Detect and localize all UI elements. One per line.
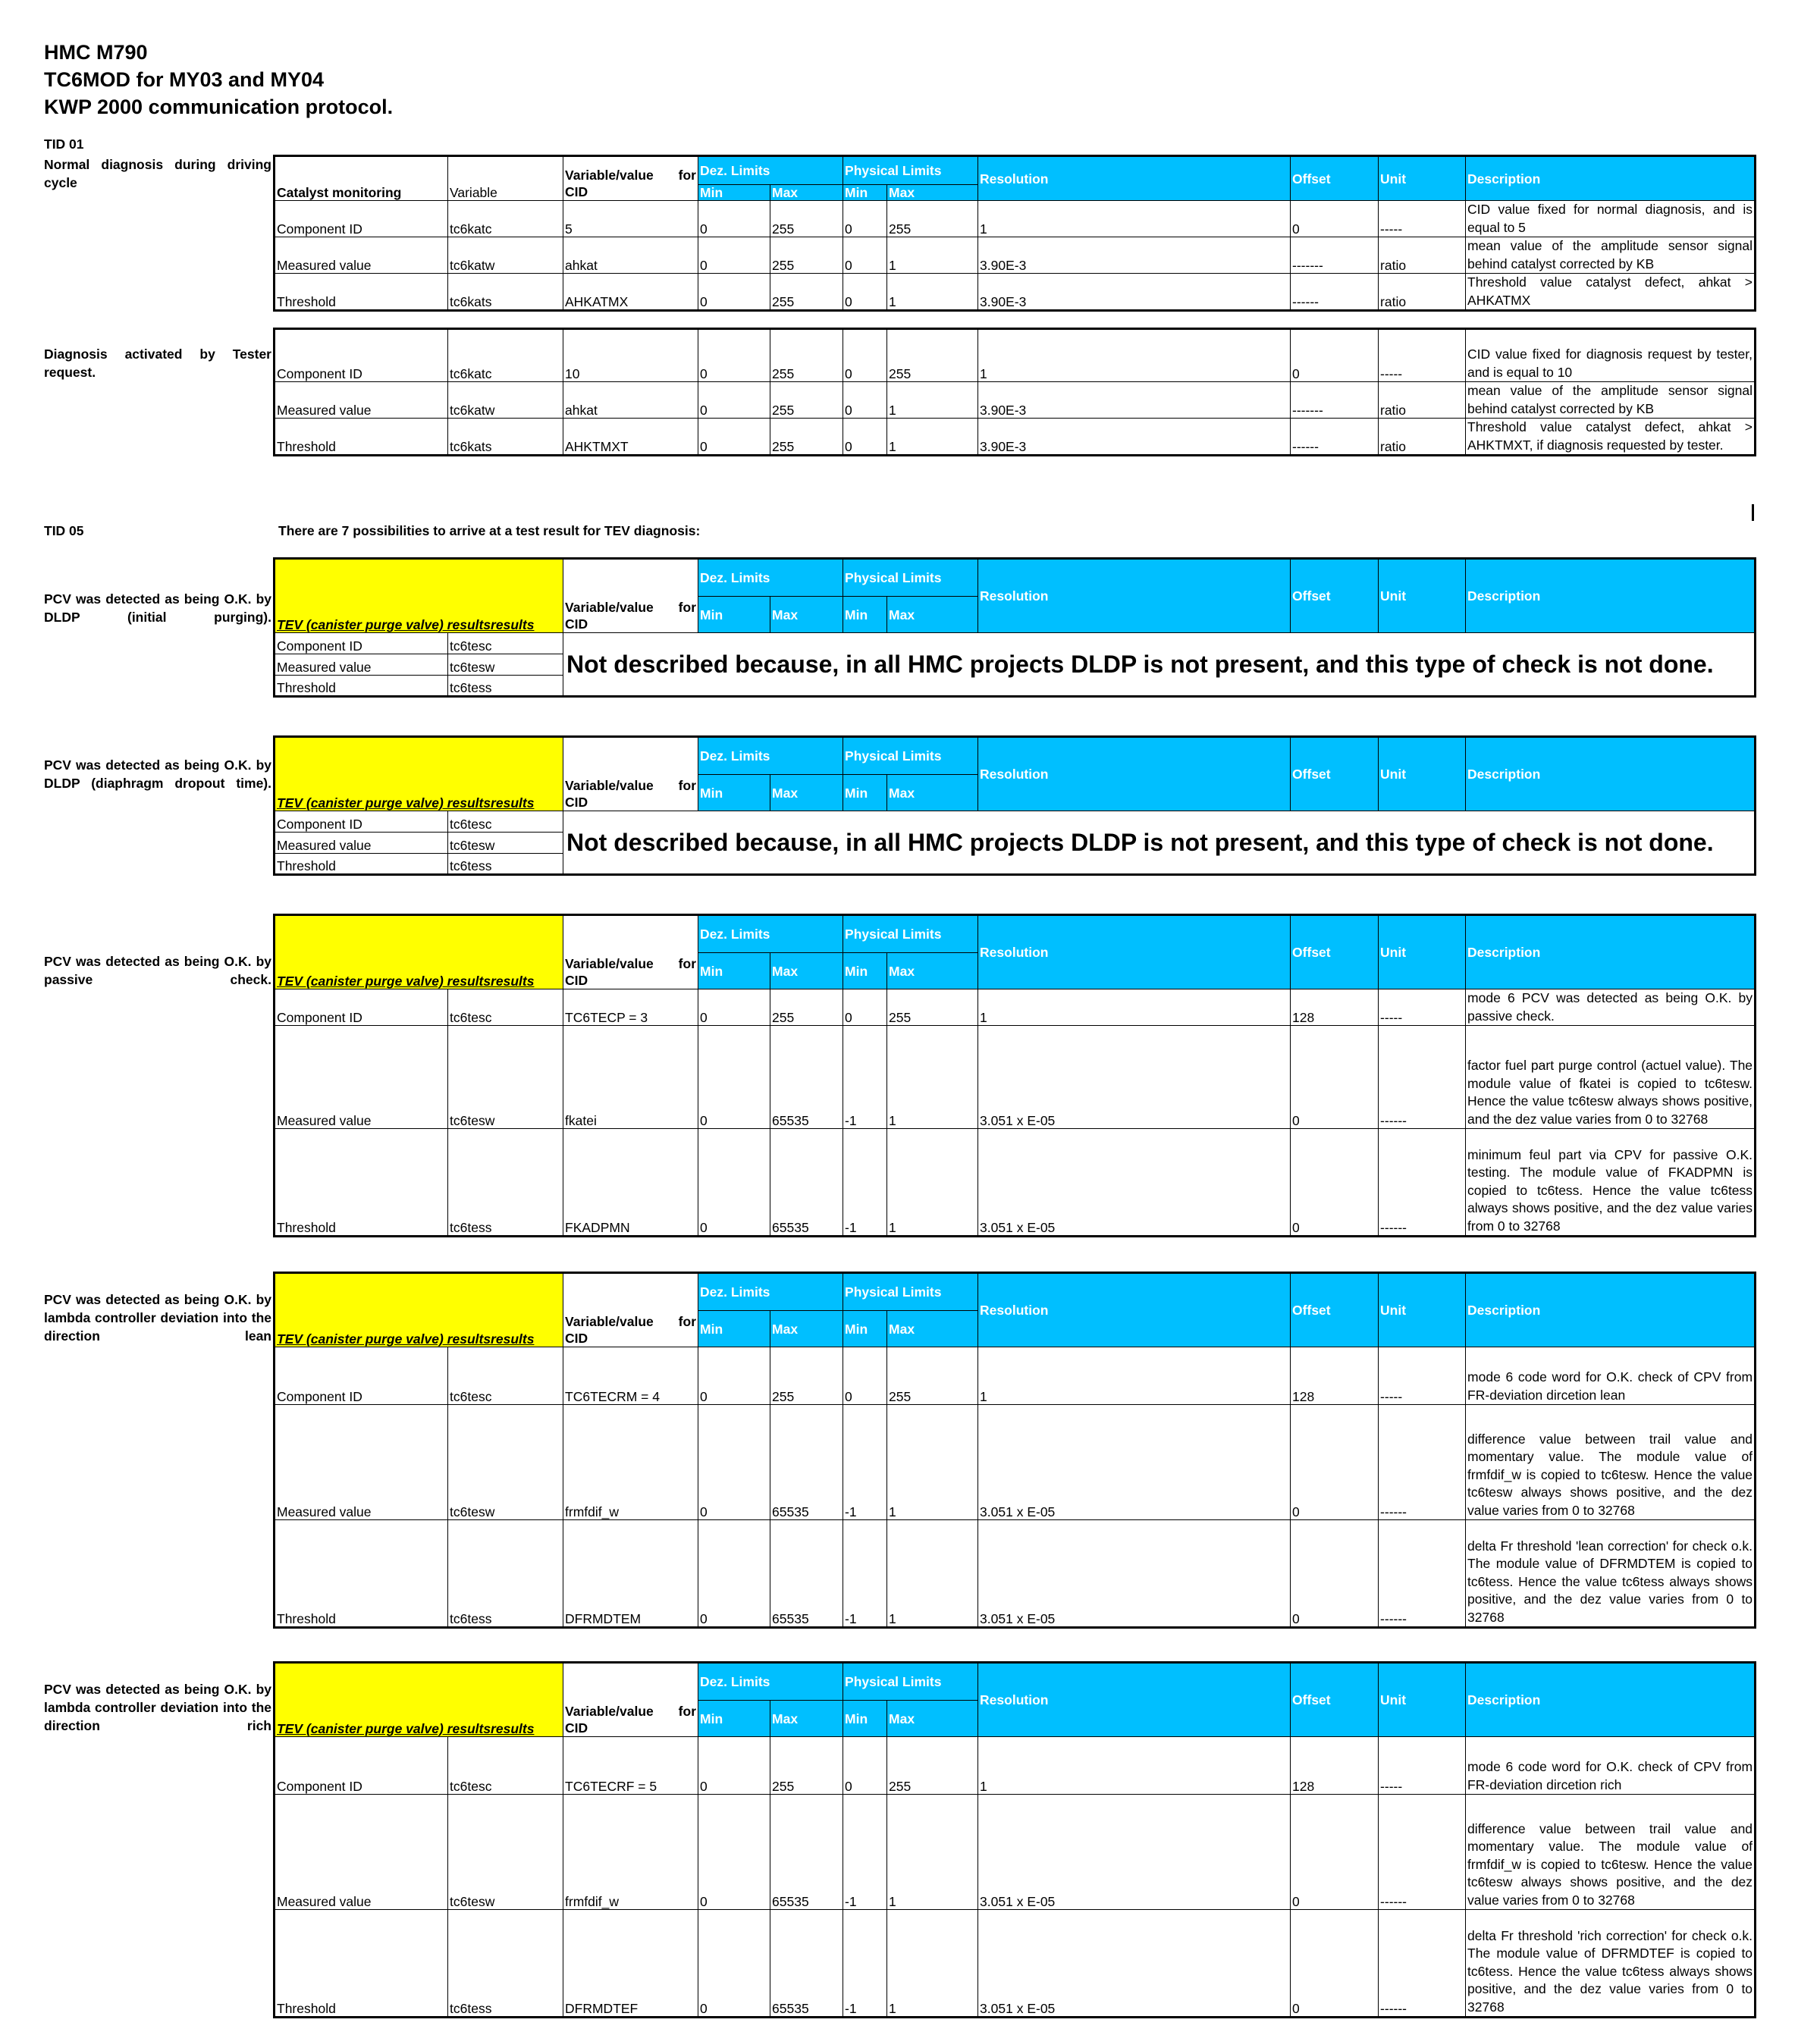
col-variable: Variable	[448, 156, 563, 201]
cell-dez-max: 65535	[770, 1910, 843, 2018]
cell-name: Threshold	[275, 1520, 448, 1628]
doc-title-module: TC6MOD for MY03 and MY04	[44, 68, 325, 91]
cell-unit: ------	[1379, 1405, 1466, 1520]
cell-name: Component ID	[275, 1347, 448, 1405]
cell-unit: ratio	[1379, 382, 1466, 419]
col-resolution: Resolution	[978, 737, 1291, 811]
col-variable-value-cid: Variable/value for CID	[563, 559, 698, 633]
cell-dez-max: 255	[770, 419, 843, 456]
cell-description: difference value between trail value and momentary value. The module value of frmfdif_w is copied to tc6tesw. Hence the value tc6tesw always shows positive, and the dez value varies from 0 to 32768	[1466, 1405, 1756, 1520]
cell-resolution: 1	[978, 989, 1291, 1026]
cell-description: mean value of the amplitude sensor signal behind catalyst corrected by KB	[1466, 382, 1756, 419]
cell-offset: 0	[1291, 1795, 1379, 1910]
cell-variable: tc6kats	[448, 274, 563, 311]
cell-phys-min: -1	[843, 1405, 887, 1520]
col-variable-value-cid: Variable/value for CID	[563, 737, 698, 811]
cell-unit: ------	[1379, 1026, 1466, 1129]
col-physical-limits: Physical Limits	[843, 1273, 978, 1311]
tev-lambda-rich-table	[273, 1661, 1756, 2018]
cell-description: delta Fr threshold 'lean correction' for check o.k. The module value of DFRMDTEM is copied to tc6tess. Hence the value tc6tess always shows positive, and the dez value varies from 0 to 32768	[1466, 1520, 1756, 1628]
cell-phys-max: 1	[887, 419, 978, 456]
col-phys-min: Min	[843, 1311, 887, 1347]
cell-dez-min: 0	[698, 237, 770, 274]
cell-dez-min: 0	[698, 1129, 770, 1237]
cell-cid-value: AHKATMX	[563, 274, 698, 311]
col-phys-max: Max	[887, 597, 978, 633]
cell-unit: ------	[1379, 1795, 1466, 1910]
col-variable-value-cid: Variable/value for CID	[563, 1663, 698, 1737]
cell-phys-min: -1	[843, 1129, 887, 1237]
cell-cid-value: fkatei	[563, 1026, 698, 1129]
cell-dez-min: 0	[698, 274, 770, 311]
col-offset: Offset	[1291, 1273, 1379, 1347]
table-row	[275, 989, 1756, 1026]
cell-variable: tc6tesc	[448, 989, 563, 1026]
section-label-normal-diagnosis: Normal diagnosis during driving cycle	[44, 157, 271, 190]
cell-variable: tc6tesc	[448, 1347, 563, 1405]
col-phys-max: Max	[887, 775, 978, 811]
col-phys-min: Min	[843, 775, 887, 811]
col-dez-limits: Dez. Limits	[698, 1273, 843, 1311]
col-offset: Offset	[1291, 156, 1379, 201]
catalyst-tester-table	[273, 328, 1756, 456]
not-described-note: Not described because, in all HMC projects DLDP is not present, and this type of check is not done.	[563, 633, 1756, 697]
col-offset: Offset	[1291, 737, 1379, 811]
col-phys-max: Max	[887, 1311, 978, 1347]
cell-resolution: 3.051 x E-05	[978, 1520, 1291, 1628]
tev-passive-table	[273, 914, 1756, 1237]
cell-dez-max: 65535	[770, 1129, 843, 1237]
cell-variable: tc6katw	[448, 382, 563, 419]
table-row	[275, 274, 1756, 311]
tid05-intro: There are 7 possibilities to arrive at a test result for TEV diagnosis:	[278, 523, 701, 538]
cell-resolution: 3.051 x E-05	[978, 1026, 1291, 1129]
col-variable-value-cid: Variable/value for CID	[563, 156, 698, 201]
cell-offset: 0	[1291, 1129, 1379, 1237]
table-row	[275, 1795, 1756, 1910]
table-row	[275, 1129, 1756, 1237]
cell-variable: tc6tess	[448, 1910, 563, 2018]
col-tev-results: TEV (canister purge valve) resultsresults	[275, 1663, 563, 1737]
col-offset: Offset	[1291, 1663, 1379, 1737]
cell-description: minimum feul part via CPV for passive O.K. testing. The module value of FKADPMN is copied to tc6tess. Hence the value tc6tess always shows positive, and the dez value varies from 0 to 32768	[1466, 1129, 1756, 1237]
cell-dez-min: 0	[698, 1405, 770, 1520]
cell-phys-min: 0	[843, 1347, 887, 1405]
cell-phys-max: 1	[887, 1520, 978, 1628]
cell-name: Threshold	[275, 854, 448, 875]
cell-cid-value: 5	[563, 201, 698, 237]
cell-dez-max: 255	[770, 237, 843, 274]
cell-offset: ------	[1291, 274, 1379, 311]
cell-dez-min: 0	[698, 201, 770, 237]
cell-offset: -------	[1291, 237, 1379, 274]
cell-cid-value: TC6TECRM = 4	[563, 1347, 698, 1405]
table-row	[275, 419, 1756, 456]
cell-dez-max: 65535	[770, 1026, 843, 1129]
cell-name: Component ID	[275, 989, 448, 1026]
cell-phys-max: 1	[887, 274, 978, 311]
cell-description: delta Fr threshold 'rich correction' for check o.k. The module value of DFRMDTEF is copied to tc6tess. Hence the value tc6tess always shows positive, and the dez value varies from 0 to 32768	[1466, 1910, 1756, 2018]
cell-phys-min: 0	[843, 1737, 887, 1795]
cell-variable: tc6tesw	[448, 833, 563, 854]
col-dez-limits: Dez. Limits	[698, 737, 843, 775]
cell-phys-max: 255	[887, 329, 978, 382]
col-resolution: Resolution	[978, 1273, 1291, 1347]
table-row	[275, 1405, 1756, 1520]
cell-phys-max: 1	[887, 382, 978, 419]
cell-variable: tc6katw	[448, 237, 563, 274]
cell-variable: tc6tess	[448, 1129, 563, 1237]
section-label-passive-check: PCV was detected as being O.K. by passive check.	[44, 954, 271, 987]
cell-description: Threshold value catalyst defect, ahkat > AHKATMX	[1466, 274, 1756, 311]
cell-phys-min: 0	[843, 274, 887, 311]
cell-unit: -----	[1379, 329, 1466, 382]
cell-description: Threshold value catalyst defect, ahkat > AHKTMXT, if diagnosis requested by tester.	[1466, 419, 1756, 456]
col-dez-min: Min	[698, 1311, 770, 1347]
col-offset: Offset	[1291, 915, 1379, 989]
col-physical-limits: Physical Limits	[843, 915, 978, 953]
col-dez-limits: Dez. Limits	[698, 915, 843, 953]
cell-resolution: 3.051 x E-05	[978, 1795, 1291, 1910]
table-row	[275, 329, 1756, 382]
cell-name: Threshold	[275, 676, 448, 697]
cell-offset: 0	[1291, 1026, 1379, 1129]
cell-name: Component ID	[275, 633, 448, 654]
cell-name: Measured value	[275, 382, 448, 419]
not-described-note: Not described because, in all HMC projects DLDP is not present, and this type of check is not done.	[563, 811, 1756, 875]
cell-cid-value: TC6TECP = 3	[563, 989, 698, 1026]
cell-description: CID value fixed for diagnosis request by tester, and is equal to 10	[1466, 329, 1756, 382]
cell-unit: ------	[1379, 1520, 1466, 1628]
col-description: Description	[1466, 915, 1756, 989]
col-phys-min: Min	[843, 1701, 887, 1737]
cell-unit: ------	[1379, 1910, 1466, 2018]
cell-resolution: 3.90E-3	[978, 419, 1291, 456]
cell-offset: 0	[1291, 1405, 1379, 1520]
col-phys-min: Min	[843, 597, 887, 633]
cell-name: Measured value	[275, 1405, 448, 1520]
cell-dez-min: 0	[698, 1737, 770, 1795]
col-unit: Unit	[1379, 559, 1466, 633]
col-description: Description	[1466, 737, 1756, 811]
col-description: Description	[1466, 156, 1756, 201]
cell-dez-max: 255	[770, 201, 843, 237]
cell-variable: tc6tesw	[448, 1026, 563, 1129]
cell-phys-min: 0	[843, 201, 887, 237]
cell-dez-min: 0	[698, 382, 770, 419]
col-variable-value-cid: Variable/value for CID	[563, 915, 698, 989]
col-dez-min: Min	[698, 185, 770, 201]
cell-phys-max: 1	[887, 1405, 978, 1520]
cell-resolution: 3.90E-3	[978, 382, 1291, 419]
col-resolution: Resolution	[978, 1663, 1291, 1737]
cell-dez-max: 255	[770, 329, 843, 382]
cell-phys-max: 1	[887, 1129, 978, 1237]
cell-variable: tc6tess	[448, 676, 563, 697]
cell-variable: tc6tesc	[448, 811, 563, 833]
col-dez-min: Min	[698, 953, 770, 989]
cell-variable: tc6katc	[448, 329, 563, 382]
col-dez-max: Max	[770, 953, 843, 989]
col-dez-min: Min	[698, 597, 770, 633]
cell-phys-min: 0	[843, 382, 887, 419]
col-resolution: Resolution	[978, 915, 1291, 989]
cell-phys-min: -1	[843, 1910, 887, 2018]
tev-dldp-initial-table	[273, 557, 1756, 698]
col-phys-min: Min	[843, 953, 887, 989]
section-label-lambda-lean: PCV was detected as being O.K. by lambda controller deviation into the direction lean	[44, 1292, 271, 1344]
col-dez-max: Max	[770, 597, 843, 633]
cell-cid-value: DFRMDTEM	[563, 1520, 698, 1628]
cell-variable: tc6tess	[448, 854, 563, 875]
cell-dez-min: 0	[698, 1795, 770, 1910]
cell-unit: ratio	[1379, 419, 1466, 456]
cell-phys-min: 0	[843, 989, 887, 1026]
cell-name: Component ID	[275, 1737, 448, 1795]
cell-description: mode 6 code word for O.K. check of CPV from FR-deviation dircetion lean	[1466, 1347, 1756, 1405]
col-tev-results: TEV (canister purge valve) resultsresults	[275, 737, 563, 811]
cell-description: mode 6 PCV was detected as being O.K. by passive check.	[1466, 989, 1756, 1026]
tid01-label: TID 01	[44, 136, 84, 152]
col-unit: Unit	[1379, 915, 1466, 989]
table-row	[275, 633, 1756, 654]
cell-dez-min: 0	[698, 1026, 770, 1129]
table-row	[275, 1910, 1756, 2018]
col-unit: Unit	[1379, 1663, 1466, 1737]
col-dez-limits: Dez. Limits	[698, 1663, 843, 1701]
cell-cid-value: frmfdif_w	[563, 1795, 698, 1910]
col-phys-max: Max	[887, 1701, 978, 1737]
cell-resolution: 1	[978, 201, 1291, 237]
col-physical-limits: Physical Limits	[843, 559, 978, 597]
cell-resolution: 3.051 x E-05	[978, 1129, 1291, 1237]
cell-dez-max: 255	[770, 1347, 843, 1405]
cell-name: Threshold	[275, 419, 448, 456]
col-dez-limits: Dez. Limits	[698, 559, 843, 597]
tid05-label: TID 05	[44, 523, 84, 538]
cell-name: Threshold	[275, 1910, 448, 2018]
cell-dez-min: 0	[698, 1347, 770, 1405]
cell-dez-min: 0	[698, 419, 770, 456]
cell-variable: tc6tesw	[448, 1405, 563, 1520]
tev-lambda-lean-table	[273, 1272, 1756, 1629]
col-description: Description	[1466, 1273, 1756, 1347]
cell-cid-value: DFRMDTEF	[563, 1910, 698, 2018]
cell-phys-min: -1	[843, 1520, 887, 1628]
cell-resolution: 1	[978, 329, 1291, 382]
cell-offset: 0	[1291, 201, 1379, 237]
cell-unit: ratio	[1379, 274, 1466, 311]
cell-dez-max: 255	[770, 274, 843, 311]
col-phys-max: Max	[887, 953, 978, 989]
section-label-dldp-diaphragm: PCV was detected as being O.K. by DLDP (diaphragm dropout time).	[44, 757, 271, 791]
cell-name: Threshold	[275, 274, 448, 311]
col-dez-limits: Dez. Limits	[698, 156, 843, 185]
table-row	[275, 382, 1756, 419]
col-unit: Unit	[1379, 1273, 1466, 1347]
cell-name: Component ID	[275, 201, 448, 237]
cell-name: Threshold	[275, 1129, 448, 1237]
table-row	[275, 1520, 1756, 1628]
col-physical-limits: Physical Limits	[843, 156, 978, 185]
col-phys-max: Max	[887, 185, 978, 201]
col-unit: Unit	[1379, 737, 1466, 811]
cell-offset: 128	[1291, 989, 1379, 1026]
cell-dez-min: 0	[698, 989, 770, 1026]
col-catalyst-monitoring: Catalyst monitoring	[275, 156, 448, 201]
col-tev-results: TEV (canister purge valve) resultsresults	[275, 559, 563, 633]
col-description: Description	[1466, 559, 1756, 633]
col-physical-limits: Physical Limits	[843, 737, 978, 775]
cell-dez-max: 65535	[770, 1405, 843, 1520]
cell-phys-max: 1	[887, 237, 978, 274]
col-tev-results: TEV (canister purge valve) resultsresults	[275, 1273, 563, 1347]
cell-description: factor fuel part purge control (actuel value). The module value of fkatei is copied to tc6tesw. Hence the value tc6tesw always shows positive, and the dez value varies from 0 to 32768	[1466, 1026, 1756, 1129]
cell-phys-max: 255	[887, 1737, 978, 1795]
cell-unit: ------	[1379, 1129, 1466, 1237]
col-dez-min: Min	[698, 1701, 770, 1737]
cell-phys-max: 1	[887, 1026, 978, 1129]
cell-variable: tc6tesc	[448, 633, 563, 654]
cell-variable: tc6kats	[448, 419, 563, 456]
cell-dez-max: 65535	[770, 1795, 843, 1910]
cell-dez-min: 0	[698, 1520, 770, 1628]
cell-offset: -------	[1291, 382, 1379, 419]
catalyst-normal-table	[273, 155, 1756, 312]
col-variable-value-cid: Variable/value for CID	[563, 1273, 698, 1347]
cell-resolution: 1	[978, 1737, 1291, 1795]
cell-cid-value: frmfdif_w	[563, 1405, 698, 1520]
col-resolution: Resolution	[978, 559, 1291, 633]
cell-cid-value: AHKTMXT	[563, 419, 698, 456]
table-row	[275, 1737, 1756, 1795]
cell-unit: -----	[1379, 989, 1466, 1026]
cell-unit: -----	[1379, 1347, 1466, 1405]
cell-description: mode 6 code word for O.K. check of CPV from FR-deviation dircetion rich	[1466, 1737, 1756, 1795]
col-dez-max: Max	[770, 1311, 843, 1347]
cell-unit: ratio	[1379, 237, 1466, 274]
col-dez-max: Max	[770, 185, 843, 201]
table-row	[275, 201, 1756, 237]
cell-phys-max: 1	[887, 1795, 978, 1910]
cell-resolution: 3.051 x E-05	[978, 1405, 1291, 1520]
doc-title-model: HMC M790	[44, 41, 148, 64]
cell-cid-value: 10	[563, 329, 698, 382]
col-resolution: Resolution	[978, 156, 1291, 201]
cell-phys-min: 0	[843, 237, 887, 274]
cell-name: Measured value	[275, 1795, 448, 1910]
table-row	[275, 1347, 1756, 1405]
cell-offset: ------	[1291, 419, 1379, 456]
cell-phys-min: 0	[843, 329, 887, 382]
cell-dez-max: 255	[770, 989, 843, 1026]
col-dez-max: Max	[770, 775, 843, 811]
cell-description: mean value of the amplitude sensor signal behind catalyst corrected by KB	[1466, 237, 1756, 274]
cell-resolution: 3.90E-3	[978, 274, 1291, 311]
cell-phys-min: 0	[843, 419, 887, 456]
table-row	[275, 237, 1756, 274]
cell-description: CID value fixed for normal diagnosis, and is equal to 5	[1466, 201, 1756, 237]
cell-description: difference value between trail value and momentary value. The module value of frmfdif_w is copied to tc6tesw. Hence the value tc6tesw always shows positive, and the dez value varies from 0 to 32768	[1466, 1795, 1756, 1910]
text-cursor	[1752, 504, 1754, 521]
cell-dez-max: 65535	[770, 1520, 843, 1628]
cell-cid-value: TC6TECRF = 5	[563, 1737, 698, 1795]
cell-unit: -----	[1379, 201, 1466, 237]
doc-title-protocol: KWP 2000 communication protocol.	[44, 96, 394, 118]
col-physical-limits: Physical Limits	[843, 1663, 978, 1701]
cell-name: Measured value	[275, 1026, 448, 1129]
cell-phys-max: 255	[887, 989, 978, 1026]
col-phys-min: Min	[843, 185, 887, 201]
cell-dez-min: 0	[698, 329, 770, 382]
cell-name: Component ID	[275, 811, 448, 833]
cell-variable: tc6katc	[448, 201, 563, 237]
col-description: Description	[1466, 1663, 1756, 1737]
col-unit: Unit	[1379, 156, 1466, 201]
cell-name: Measured value	[275, 833, 448, 854]
cell-name: Measured value	[275, 654, 448, 676]
cell-name: Component ID	[275, 329, 448, 382]
cell-offset: 0	[1291, 329, 1379, 382]
cell-variable: tc6tess	[448, 1520, 563, 1628]
table-row	[275, 811, 1756, 833]
section-label-dldp-initial: PCV was detected as being O.K. by DLDP (initial purging).	[44, 591, 271, 625]
cell-phys-max: 1	[887, 1910, 978, 2018]
cell-name: Measured value	[275, 237, 448, 274]
section-label-tester-request: Diagnosis activated by Tester request.	[44, 347, 271, 380]
cell-cid-value: ahkat	[563, 237, 698, 274]
cell-unit: -----	[1379, 1737, 1466, 1795]
section-label-lambda-rich: PCV was detected as being O.K. by lambda controller deviation into the direction rich	[44, 1682, 271, 1733]
cell-resolution: 3.90E-3	[978, 237, 1291, 274]
cell-dez-max: 255	[770, 382, 843, 419]
table-row	[275, 1026, 1756, 1129]
col-tev-results: TEV (canister purge valve) resultsresults	[275, 915, 563, 989]
col-offset: Offset	[1291, 559, 1379, 633]
cell-dez-max: 255	[770, 1737, 843, 1795]
col-dez-max: Max	[770, 1701, 843, 1737]
cell-variable: tc6tesw	[448, 654, 563, 676]
cell-offset: 0	[1291, 1520, 1379, 1628]
cell-resolution: 1	[978, 1347, 1291, 1405]
tev-dldp-diaphragm-table	[273, 735, 1756, 876]
cell-phys-max: 255	[887, 1347, 978, 1405]
cell-offset: 128	[1291, 1347, 1379, 1405]
col-dez-min: Min	[698, 775, 770, 811]
cell-offset: 128	[1291, 1737, 1379, 1795]
cell-phys-max: 255	[887, 201, 978, 237]
cell-variable: tc6tesw	[448, 1795, 563, 1910]
cell-resolution: 3.051 x E-05	[978, 1910, 1291, 2018]
cell-phys-min: -1	[843, 1026, 887, 1129]
cell-dez-min: 0	[698, 1910, 770, 2018]
cell-cid-value: ahkat	[563, 382, 698, 419]
cell-offset: 0	[1291, 1910, 1379, 2018]
cell-cid-value: FKADPMN	[563, 1129, 698, 1237]
cell-variable: tc6tesc	[448, 1737, 563, 1795]
cell-phys-min: -1	[843, 1795, 887, 1910]
